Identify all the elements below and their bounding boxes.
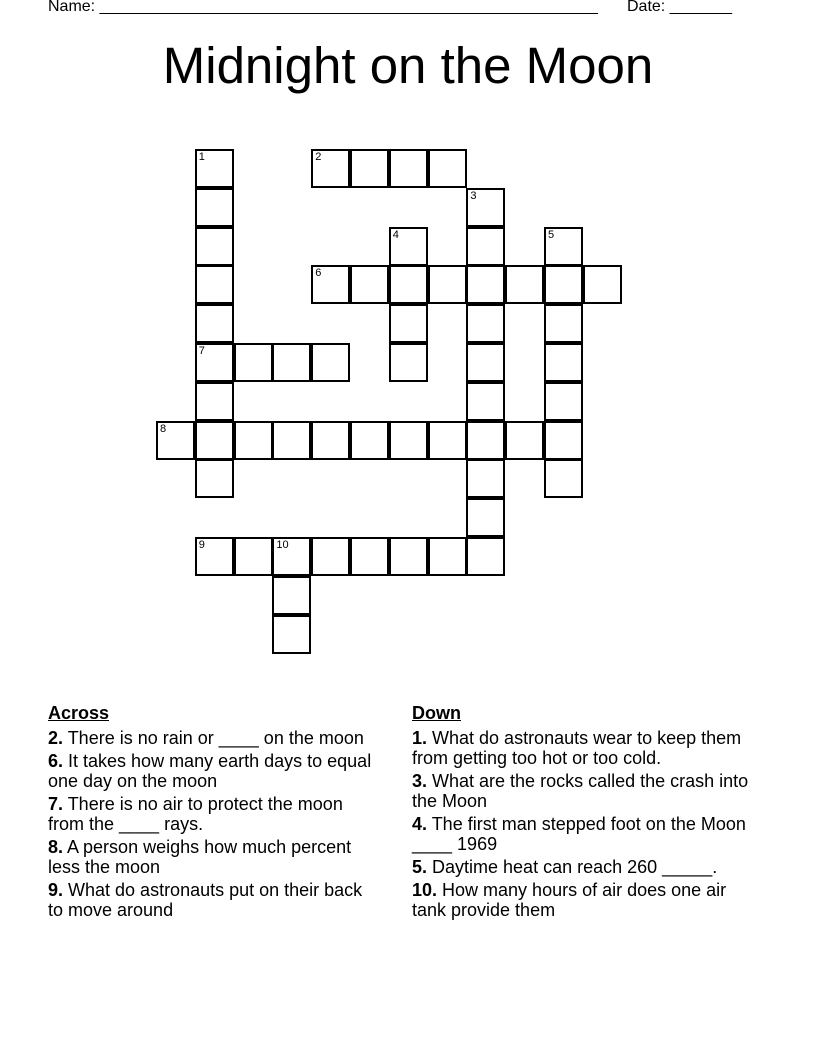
cell-number: 3 — [470, 189, 477, 202]
crossword-cell[interactable] — [272, 576, 311, 615]
page-title: Midnight on the Moon — [162, 37, 654, 94]
crossword-cell[interactable] — [389, 421, 428, 460]
crossword-cell[interactable] — [195, 227, 234, 266]
cell-number: 5 — [548, 228, 555, 241]
crossword-cell[interactable] — [311, 149, 350, 188]
crossword-cell[interactable] — [544, 343, 583, 382]
crossword-cell[interactable] — [466, 537, 505, 576]
crossword-cell[interactable] — [428, 421, 467, 460]
down-clue-10: 10. How many hours of air does one air tank provide them — [412, 880, 727, 920]
crossword-cell[interactable] — [389, 343, 428, 382]
crossword-cell[interactable] — [466, 498, 505, 537]
across-heading: Across — [48, 703, 110, 723]
crossword-cell[interactable] — [544, 459, 583, 498]
crossword-cell[interactable] — [350, 421, 389, 460]
crossword-cell[interactable] — [466, 265, 505, 304]
crossword-cell[interactable] — [544, 227, 583, 266]
down-clue-4: 4. The first man stepped foot on the Moon ____ 1969 — [412, 814, 746, 854]
cell-number: 7 — [198, 345, 205, 357]
cell-number: 6 — [315, 267, 322, 280]
crossword-cell[interactable] — [272, 343, 311, 382]
across-clue-8: 8. A person weighs how much percent less the moon — [48, 837, 352, 877]
down-clue-5: 5. Daytime heat can reach 260 _____. — [412, 857, 718, 877]
across-clue-6: 6. It takes how many earth days to equal one day on the moon — [48, 751, 372, 791]
crossword-cell[interactable] — [195, 421, 234, 460]
crossword-cell[interactable] — [428, 537, 467, 576]
down-clue-3: 3. What are the rocks called the crash into the Moon — [412, 771, 749, 811]
crossword-cell[interactable] — [195, 188, 234, 227]
crossword-cell[interactable] — [466, 382, 505, 421]
crossword-cell[interactable] — [389, 149, 428, 188]
crossword-cell[interactable] — [195, 265, 234, 304]
crossword-cell[interactable] — [544, 265, 583, 304]
crossword-cell[interactable] — [156, 421, 195, 460]
crossword-cell[interactable] — [428, 149, 467, 188]
crossword-cell[interactable] — [350, 265, 389, 304]
crossword-cell[interactable] — [272, 537, 311, 576]
crossword-cell[interactable] — [466, 343, 505, 382]
down-clues — [412, 702, 762, 923]
crossword-cell[interactable] — [466, 459, 505, 498]
crossword-cell[interactable] — [505, 265, 544, 304]
crossword-cell[interactable] — [272, 615, 311, 654]
crossword-cell[interactable] — [234, 343, 273, 382]
crossword-cell[interactable] — [195, 382, 234, 421]
cell-number: 10 — [276, 539, 289, 551]
cell-number: 2 — [315, 151, 322, 163]
crossword-cell[interactable] — [311, 421, 350, 460]
crossword-cell[interactable] — [428, 265, 467, 304]
cell-number: 9 — [198, 539, 205, 551]
crossword-cell[interactable] — [311, 537, 350, 576]
crossword-cell[interactable] — [311, 343, 350, 382]
crossword-cell[interactable] — [311, 265, 350, 304]
across-clues — [48, 702, 378, 923]
date-line: Date: _______ — [627, 0, 732, 15]
crossword-cell[interactable] — [505, 421, 544, 460]
crossword-cell[interactable] — [466, 421, 505, 460]
crossword-cell[interactable] — [544, 421, 583, 460]
across-clue-9: 9. What do astronauts put on their back to move around — [48, 880, 363, 920]
down-heading: Down — [412, 703, 461, 723]
name-line: Name: ________________________________________________________ — [48, 0, 598, 15]
across-clue-2: 2. There is no rain or ____ on the moon — [48, 728, 364, 748]
crossword-cell[interactable] — [350, 537, 389, 576]
crossword-cell[interactable] — [195, 304, 234, 343]
crossword-cell[interactable] — [234, 537, 273, 576]
crossword-cell[interactable] — [466, 188, 505, 227]
crossword-cell[interactable] — [195, 149, 234, 188]
down-clue-1: 1. What do astronauts wear to keep them from getting too hot or too cold. — [412, 728, 742, 768]
crossword-cell[interactable] — [350, 149, 389, 188]
crossword-cell[interactable] — [272, 421, 311, 460]
crossword-cell[interactable] — [389, 537, 428, 576]
crossword-cell[interactable] — [195, 459, 234, 498]
cell-number: 1 — [198, 151, 205, 163]
crossword-cell[interactable] — [195, 537, 234, 576]
crossword-cell[interactable] — [544, 382, 583, 421]
cell-number: 8 — [160, 422, 167, 435]
crossword-cell[interactable] — [466, 304, 505, 343]
crossword-cell[interactable] — [234, 421, 273, 460]
crossword-cell[interactable] — [195, 343, 234, 382]
across-clue-7: 7. There is no air to protect the moon from the ____ rays. — [48, 794, 343, 834]
crossword-cell[interactable] — [544, 304, 583, 343]
crossword-cell[interactable] — [389, 304, 428, 343]
crossword-cell[interactable] — [583, 265, 622, 304]
crossword-cell[interactable] — [466, 227, 505, 266]
crossword-cell[interactable] — [389, 227, 428, 266]
crossword-cell[interactable] — [389, 265, 428, 304]
cell-number: 4 — [392, 228, 399, 241]
